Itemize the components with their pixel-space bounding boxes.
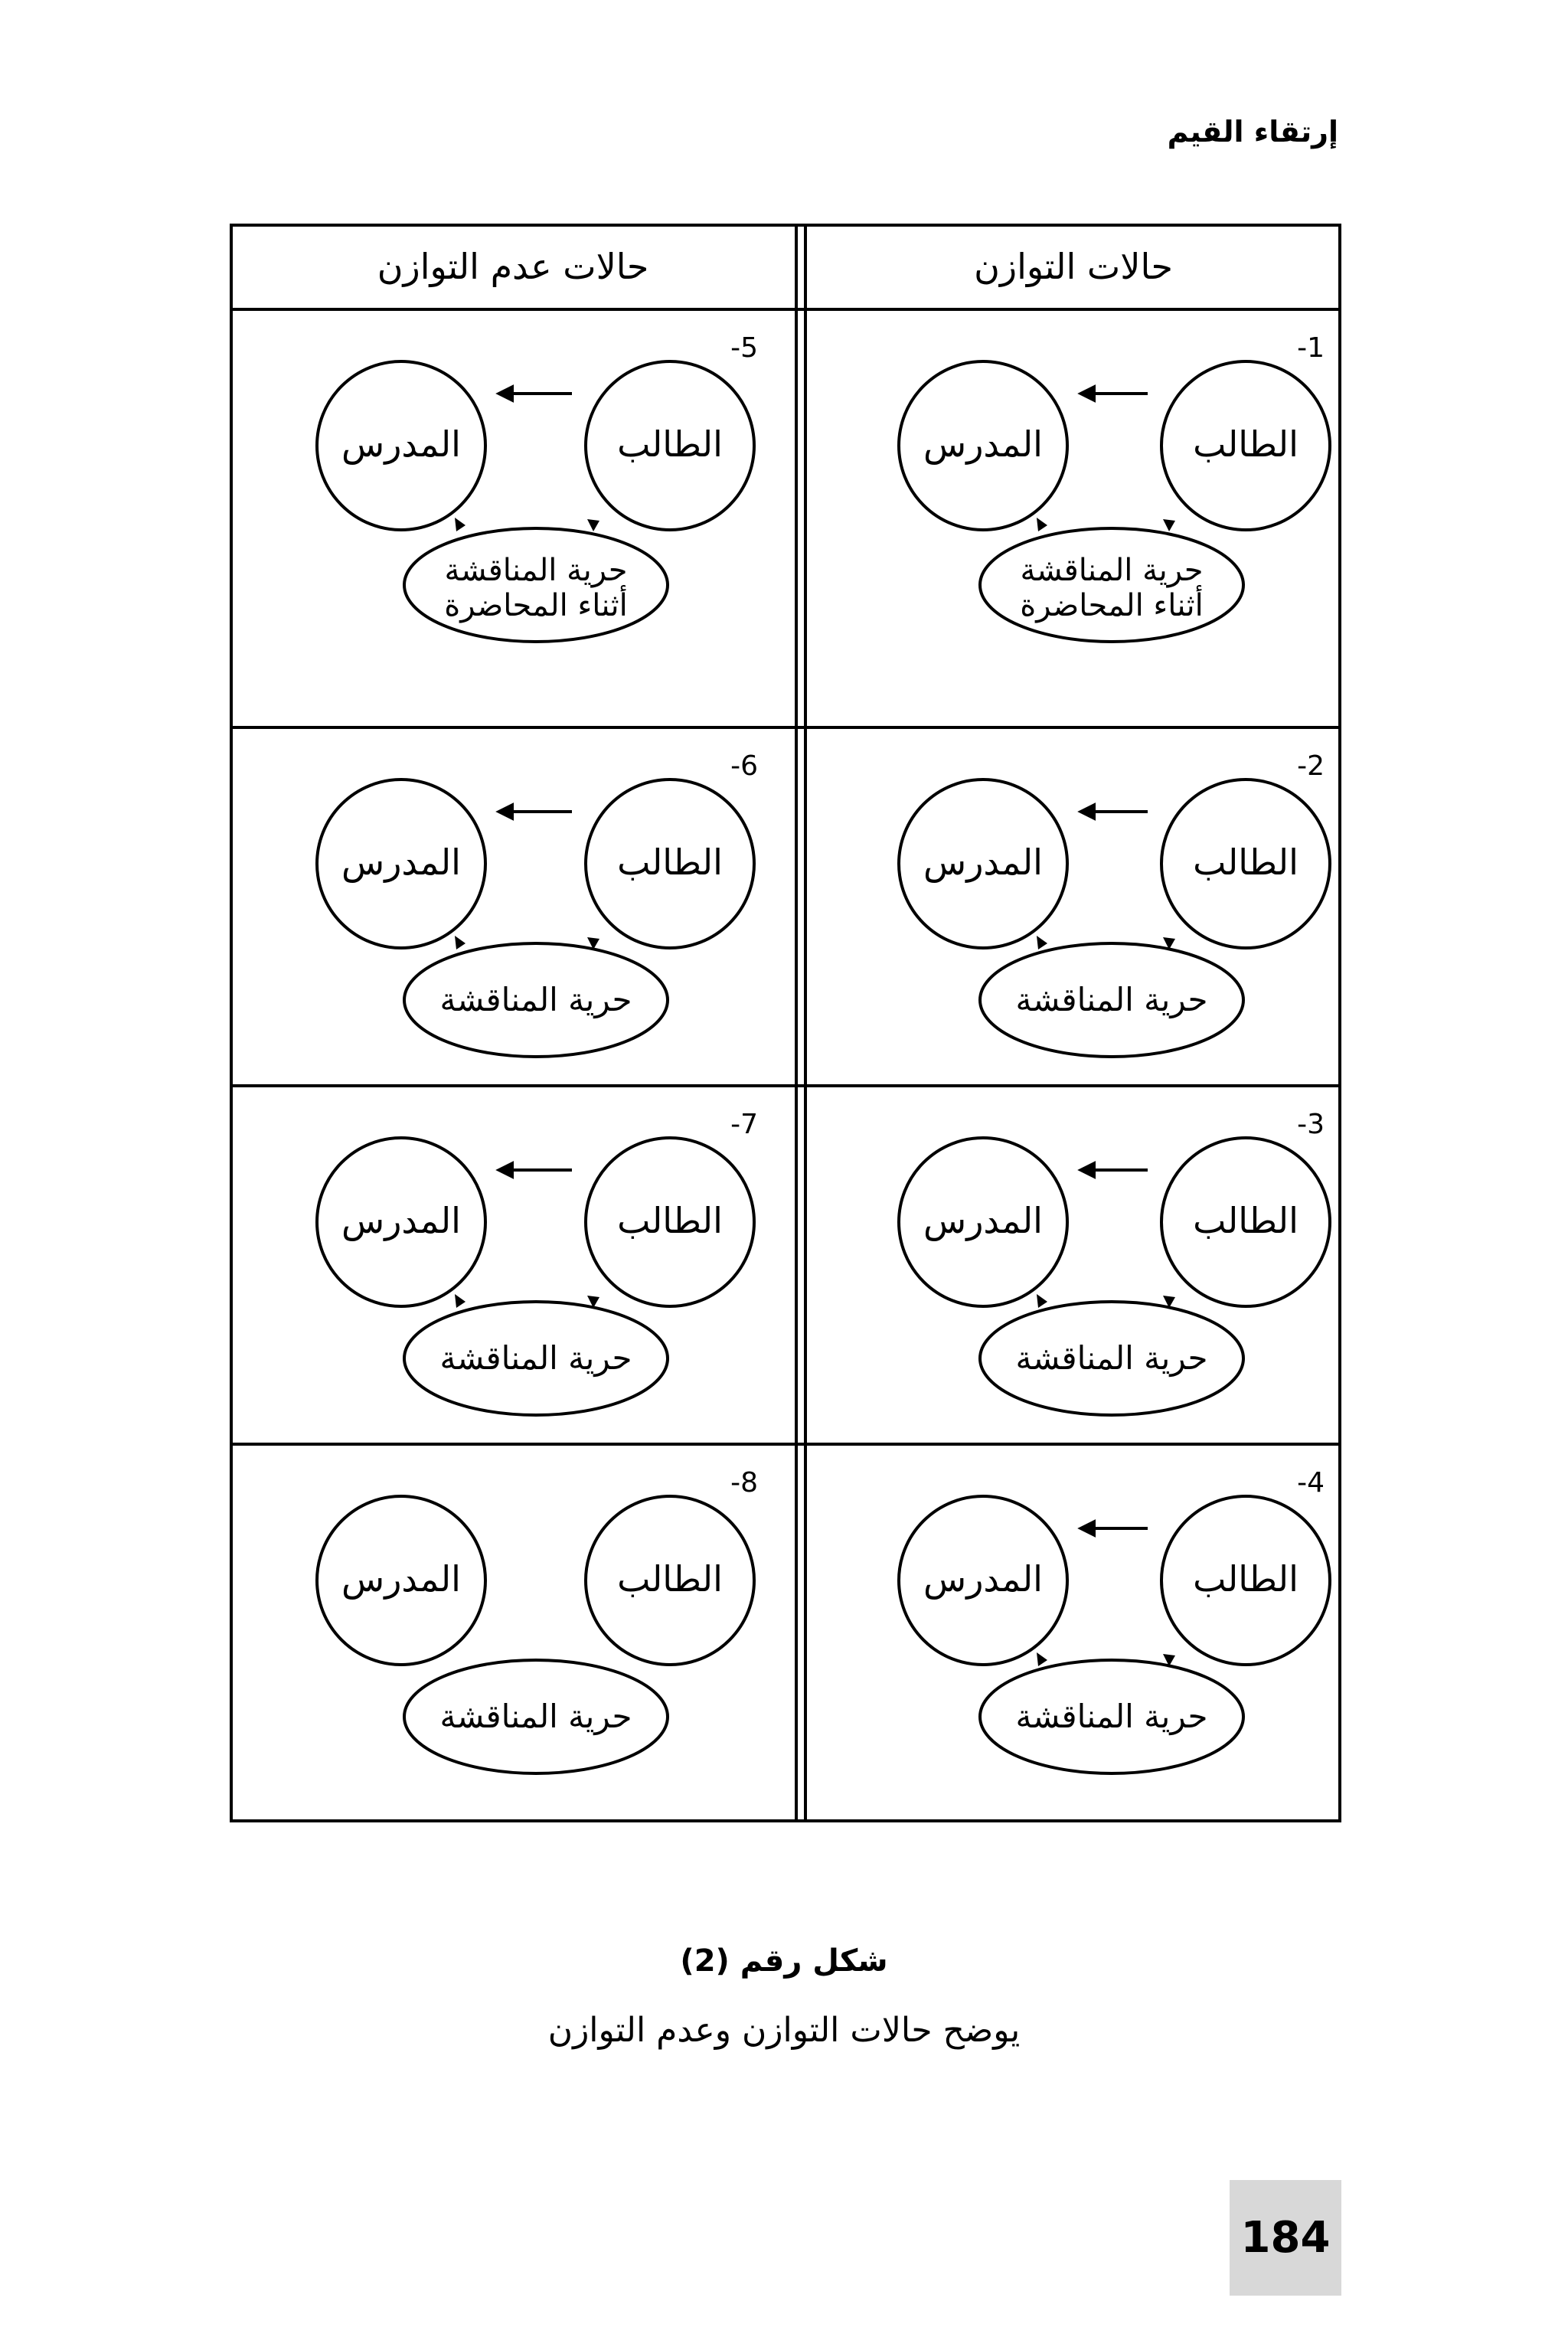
teacher-label: المدرس	[341, 842, 461, 883]
oval-label-line1: حرية المناقشة	[1020, 553, 1204, 588]
oval-label: حرية المناقشة	[1015, 1339, 1208, 1377]
case-number: -2	[1297, 750, 1325, 782]
oval-to-student-arrowhead	[1163, 519, 1175, 531]
case-number: -1	[1297, 332, 1325, 364]
figure-caption-subtitle: يوضح حالات التوازن وعدم التوازن	[547, 2011, 1021, 2050]
case-3	[899, 1109, 1330, 1415]
case-2	[899, 750, 1330, 1057]
oval-to-teacher-arrowhead	[1037, 1652, 1047, 1666]
case-1	[899, 332, 1330, 642]
student-label: الطالب	[617, 1200, 723, 1241]
oval-label: حرية المناقشة	[439, 1339, 632, 1377]
teacher-label: المدرس	[923, 423, 1043, 465]
oval-label-line1: حرية المناقشة	[444, 553, 628, 588]
student-label: الطالب	[617, 1558, 723, 1600]
running-head-title: إرتقاء القيم	[1167, 115, 1338, 149]
student-label: الطالب	[1193, 842, 1298, 883]
figure-caption-title: شكل رقم (2)	[680, 1943, 888, 1979]
header-disequilibrium: حالات عدم التوازن	[377, 246, 649, 287]
teacher-label: المدرس	[341, 1558, 461, 1600]
case-7	[317, 1109, 758, 1415]
oval-to-teacher-arrowhead	[1037, 518, 1047, 531]
equilibrium-figure	[230, 224, 1341, 1822]
oval-label: حرية المناقشة	[439, 981, 632, 1018]
teacher-label: المدرس	[341, 423, 461, 465]
case-6	[317, 750, 758, 1057]
case-number: -5	[730, 332, 758, 364]
oval-label-line2: أثناء المحاضرة	[1020, 588, 1204, 623]
case-number: -4	[1297, 1467, 1325, 1499]
case-number: -7	[730, 1109, 758, 1140]
oval-to-student-arrowhead	[587, 519, 599, 531]
page-number: 184	[1230, 2180, 1341, 2296]
student-label: الطالب	[617, 842, 723, 883]
teacher-label: المدرس	[923, 842, 1043, 883]
header-equilibrium: حالات التوازن	[974, 246, 1173, 287]
teacher-label: المدرس	[923, 1558, 1043, 1600]
student-label: الطالب	[1193, 423, 1298, 465]
teacher-label: المدرس	[341, 1200, 461, 1241]
figure-diagram	[230, 224, 1341, 1822]
oval-label: حرية المناقشة	[439, 1698, 632, 1735]
oval-label: حرية المناقشة	[1015, 1698, 1208, 1735]
case-4	[899, 1467, 1330, 1773]
case-8	[317, 1467, 758, 1773]
oval-label-line2: أثناء المحاضرة	[444, 588, 628, 623]
case-number: -8	[730, 1467, 758, 1499]
oval-to-teacher-arrowhead	[455, 518, 466, 531]
student-label: الطالب	[1193, 1200, 1298, 1241]
oval-to-teacher-arrowhead	[1037, 1294, 1047, 1308]
case-5	[317, 332, 758, 642]
oval-to-teacher-arrowhead	[1037, 936, 1047, 949]
teacher-label: المدرس	[923, 1200, 1043, 1241]
oval-to-teacher-arrowhead	[455, 936, 466, 949]
case-number: -3	[1297, 1109, 1325, 1140]
student-label: الطالب	[1193, 1558, 1298, 1600]
oval-label: حرية المناقشة	[1015, 981, 1208, 1018]
student-label: الطالب	[617, 423, 723, 465]
oval-to-teacher-arrowhead	[455, 1294, 466, 1308]
case-number: -6	[730, 750, 758, 782]
